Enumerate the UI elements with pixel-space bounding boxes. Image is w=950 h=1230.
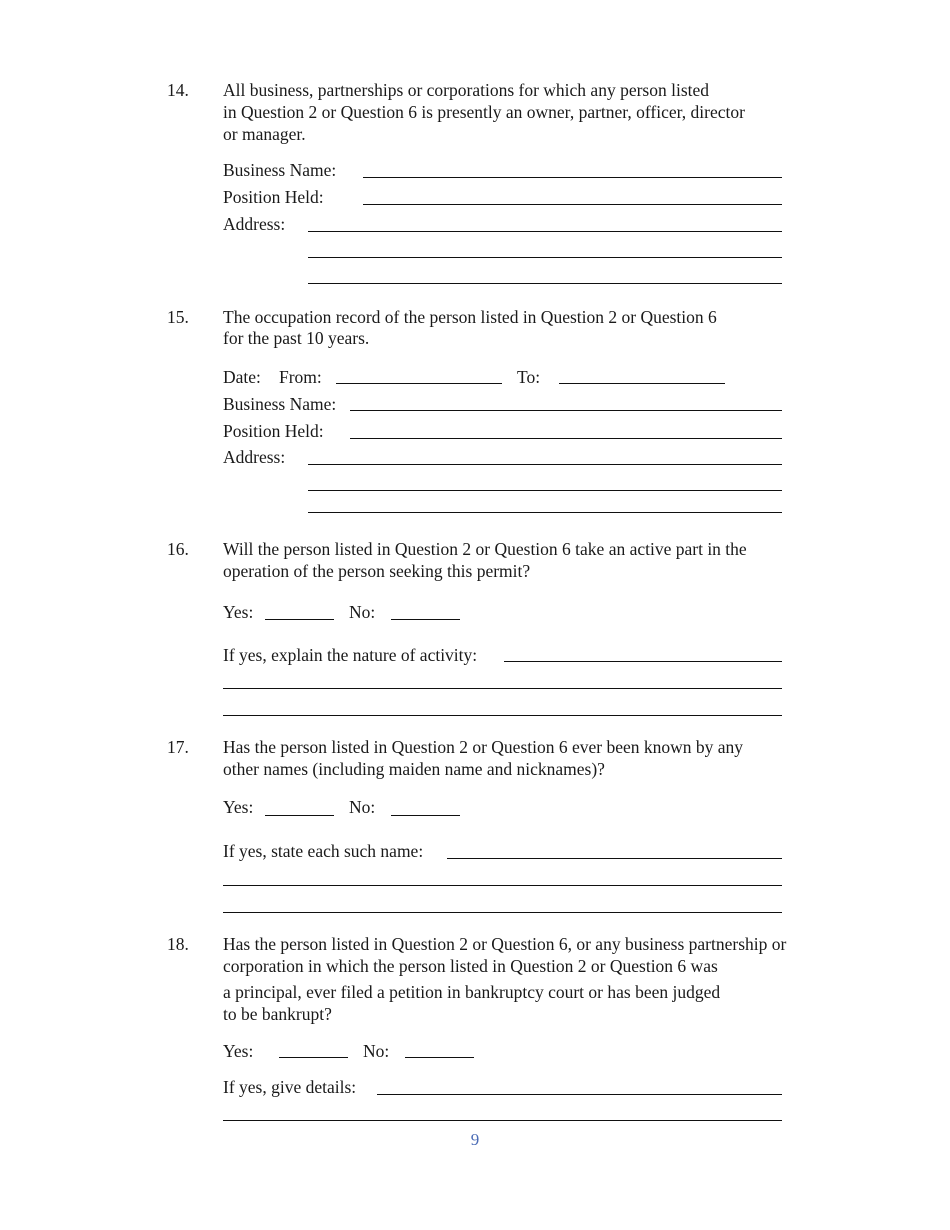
- no-label: No:: [349, 797, 376, 817]
- bankruptcy-details-field-line-1[interactable]: [377, 1094, 782, 1095]
- address-label: Address:: [223, 214, 286, 234]
- question-number: 18.: [167, 934, 189, 954]
- other-names-field-line-3[interactable]: [223, 912, 782, 913]
- position-held-field[interactable]: [350, 438, 782, 439]
- question-text-line: a principal, ever filed a petition in bankruptcy court or has been judged: [223, 982, 721, 1002]
- question-text-line: in Question 2 or Question 6 is presently an owner, partner, officer, director: [223, 102, 745, 122]
- position-held-label: Position Held:: [223, 421, 324, 441]
- question-text-line: or manager.: [223, 124, 306, 144]
- other-names-label: If yes, state each such name:: [223, 841, 424, 861]
- business-name-field[interactable]: [363, 177, 782, 178]
- question-text-line: for the past 10 years.: [223, 328, 370, 348]
- bankruptcy-details-field-line-2[interactable]: [223, 1120, 782, 1121]
- other-names-field-line-1[interactable]: [447, 858, 782, 859]
- question-text-line: All business, partnerships or corporations for which any person listed: [223, 80, 710, 100]
- question-number: 15.: [167, 307, 189, 327]
- position-held-field[interactable]: [363, 204, 782, 205]
- no-field[interactable]: [405, 1057, 474, 1058]
- yes-field[interactable]: [279, 1057, 348, 1058]
- address-field-line-1[interactable]: [308, 464, 782, 465]
- yes-label: Yes:: [223, 1041, 254, 1061]
- page-number: 9: [470, 1130, 480, 1149]
- yes-label: Yes:: [223, 602, 254, 622]
- date-label: Date:: [223, 367, 261, 387]
- address-field-line-3[interactable]: [308, 283, 782, 284]
- address-field-line-2[interactable]: [308, 257, 782, 258]
- explain-activity-label: If yes, explain the nature of activity:: [223, 645, 478, 665]
- no-label: No:: [349, 602, 376, 622]
- question-text-line: operation of the person seeking this permit?: [223, 561, 531, 581]
- bankruptcy-details-label: If yes, give details:: [223, 1077, 357, 1097]
- question-text-line: to be bankrupt?: [223, 1004, 332, 1024]
- question-text-line: The occupation record of the person listed in Question 2 or Question 6: [223, 307, 717, 327]
- explain-activity-field-line-2[interactable]: [223, 688, 782, 689]
- business-name-label: Business Name:: [223, 394, 337, 414]
- address-label: Address:: [223, 447, 286, 467]
- question-text-line: Has the person listed in Question 2 or Question 6, or any business partnership or: [223, 934, 787, 954]
- no-field[interactable]: [391, 619, 460, 620]
- question-text-line: other names (including maiden name and nicknames)?: [223, 759, 605, 779]
- question-text-line: Has the person listed in Question 2 or Question 6 ever been known by any: [223, 737, 744, 757]
- business-name-label: Business Name:: [223, 160, 337, 180]
- question-text-line: corporation in which the person listed in Question 2 or Question 6 was: [223, 956, 718, 976]
- address-field-line-3[interactable]: [308, 512, 782, 513]
- question-number: 14.: [167, 80, 189, 100]
- address-field-line-1[interactable]: [308, 231, 782, 232]
- explain-activity-field-line-1[interactable]: [504, 661, 782, 662]
- yes-label: Yes:: [223, 797, 254, 817]
- business-name-field[interactable]: [350, 410, 782, 411]
- yes-field[interactable]: [265, 815, 334, 816]
- question-number: 16.: [167, 539, 189, 559]
- position-held-label: Position Held:: [223, 187, 324, 207]
- question-number: 17.: [167, 737, 189, 757]
- address-field-line-2[interactable]: [308, 490, 782, 491]
- to-label: To:: [517, 367, 541, 387]
- date-to-field[interactable]: [559, 383, 725, 384]
- from-label: From:: [279, 367, 322, 387]
- no-field[interactable]: [391, 815, 460, 816]
- no-label: No:: [363, 1041, 390, 1061]
- other-names-field-line-2[interactable]: [223, 885, 782, 886]
- date-from-field[interactable]: [336, 383, 502, 384]
- question-text-line: Will the person listed in Question 2 or Question 6 take an active part in the: [223, 539, 747, 559]
- yes-field[interactable]: [265, 619, 334, 620]
- explain-activity-field-line-3[interactable]: [223, 715, 782, 716]
